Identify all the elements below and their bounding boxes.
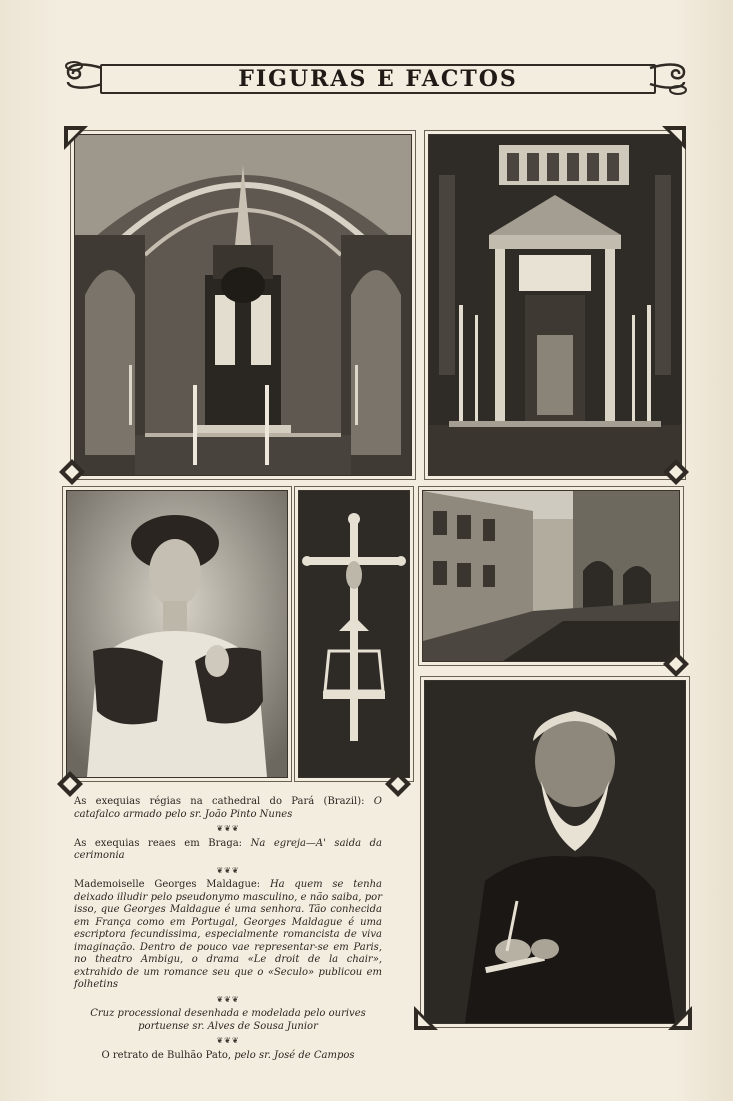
captions-block	[74, 796, 382, 1064]
catafalque-photo	[428, 134, 682, 476]
corner-ornament-icon	[666, 1004, 694, 1032]
caption-cathedral-para: As exequias régias na cathedral do Pará (Brazil): O catafalco armado pelo sr. João Pinto Nunes	[74, 796, 382, 820]
diamond-ornament-icon	[662, 650, 690, 678]
corner-ornament-icon	[660, 124, 688, 152]
caption-separator: ❦❦❦	[216, 1036, 240, 1045]
caption-exequias-braga: As exequias reaes em Braga: Na egreja—A' saida da cerimonia	[74, 837, 382, 861]
page-title: FIGURAS E FACTOS	[238, 66, 518, 92]
banner-frame	[100, 64, 656, 94]
corner-ornament-icon	[412, 1004, 440, 1032]
caption-processional-cross: Cruz processional desenhada e modelada pelo ourives portuense sr. Alves de Sousa Junior	[90, 1008, 366, 1032]
processional-cross-photo	[298, 490, 410, 778]
diamond-ornament-icon	[56, 770, 84, 798]
braga-street-procession-photo	[422, 490, 680, 662]
caption-georges-maldague: Mademoiselle Georges Maldague: Ha quem se tenha deixado illudir pelo pseudonymo masculino, e não saiba, por isso, que Georges Maldague é uma senhora. Tão conhecida em França como em Portugal, Georges Maldague é uma escriptora fecundissima, especialmente romancista de viva imaginação. Dentro de pouco vae representar-se em Paris, no theatro Ambigu, o drama «Le droit de la chair», extrahido de um romance seu que o «Seculo» publicou em folhetins	[74, 879, 382, 990]
diamond-ornament-icon	[58, 458, 86, 486]
diamond-ornament-icon	[384, 770, 412, 798]
corner-ornament-icon	[62, 124, 90, 152]
caption-separator: ❦❦❦	[216, 865, 240, 875]
diamond-ornament-icon	[662, 458, 690, 486]
right-scroll-ornament	[646, 54, 690, 98]
caption-separator: ❦❦❦	[216, 824, 240, 833]
caption-bulhao-pato: O retrato de Bulhão Pato, pelo sr. José de Campos	[101, 1049, 355, 1061]
cathedral-interior-photo	[74, 134, 412, 476]
bulhao-pato-portrait	[424, 680, 686, 1024]
woman-portrait-photo	[66, 490, 288, 778]
section-banner	[62, 52, 690, 102]
caption-separator: ❦❦❦	[216, 994, 240, 1004]
